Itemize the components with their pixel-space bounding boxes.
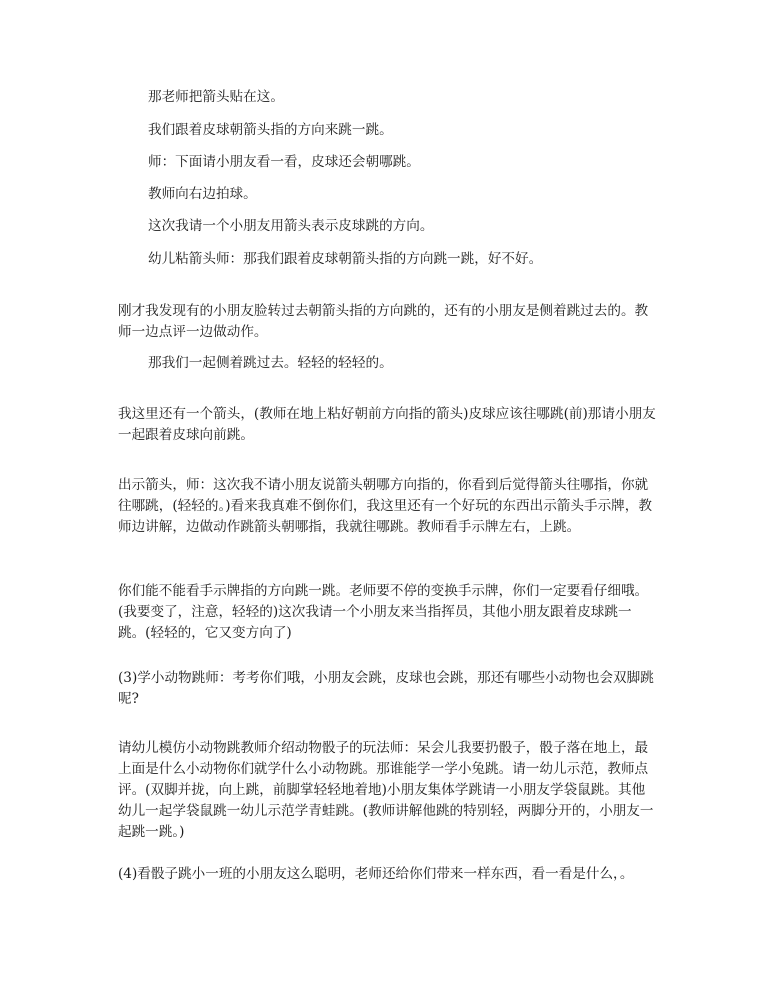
paragraph-11: 你们能不能看手示牌指的方向跳一跳。老师要不停的变换手示牌，你们一定要看仔细哦。(我要变了，注意，轻轻的)这次我请一个小朋友来当指挥员，其他小朋友跟着皮球跳一跳。(轻轻的，它又变方向了) xyxy=(118,583,649,641)
paragraph-3: 师：下面请小朋友看一看，皮球还会朝哪跳。 xyxy=(148,154,420,170)
paragraph-6: 幼儿粘箭头师：那我们跟着皮球朝箭头指的方向跳一跳，好不好。 xyxy=(148,251,543,267)
paragraph-4: 教师向右边拍球。 xyxy=(148,186,257,202)
paragraph-12: (3)学小动物跳师：考考你们哦，小朋友会跳，皮球也会跳，那还有哪些小动物也会双脚跳呢? xyxy=(118,670,654,707)
paragraph-7: 刚才我发现有的小朋友脸转过去朝箭头指的方向跳的，还有的小朋友是侧着跳过去的。教师一边点评一边做动作。 xyxy=(118,303,649,340)
paragraph-10: 出示箭头，师：这次我不请小朋友说箭头朝哪方向指的，你看到后觉得箭头往哪指，你就往哪跳，(轻轻的。)看来我真难不倒你们，我这里还有一个好玩的东西出示箭头手示牌，教师边讲解，边做动作跳箭头朝哪指，我就往哪跳。教师看手示牌左右，上跳。 xyxy=(118,477,652,535)
paragraph-2: 我们跟着皮球朝箭头指的方向来跳一跳。 xyxy=(148,122,393,138)
paragraph-1: 那老师把箭头贴在这。 xyxy=(148,89,284,105)
paragraph-5: 这次我请一个小朋友用箭头表示皮球跳的方向。 xyxy=(148,218,434,234)
paragraph-8: 那我们一起侧着跳过去。轻轻的轻轻的。 xyxy=(148,355,393,371)
paragraph-9: 我这里还有一个箭头，(教师在地上粘好朝前方向指的箭头)皮球应该往哪跳(前)那请小朋友一起跟着皮球向前跳。 xyxy=(118,406,656,443)
paragraph-13: 请幼儿模仿小动物跳教师介绍动物骰子的玩法师：呆会儿我要扔骰子，骰子落在地上，最上面是什么小动物你们就学什么小动物跳。那谁能学一学小兔跳。请一幼儿示范，教师点评。(双脚并拢，向上跳，前脚掌轻轻地着地)小朋友集体学跳请一小朋友学袋鼠跳。其他幼儿一起学袋鼠跳一幼儿示范学青蛙跳。(教师讲解他跳的特别轻，两脚分开的，小朋友一起跳一跳。) xyxy=(118,740,654,840)
paragraph-14: (4)看骰子跳小一班的小朋友这么聪明，老师还给你们带来一样东西，看一看是什么，。 xyxy=(118,866,634,882)
